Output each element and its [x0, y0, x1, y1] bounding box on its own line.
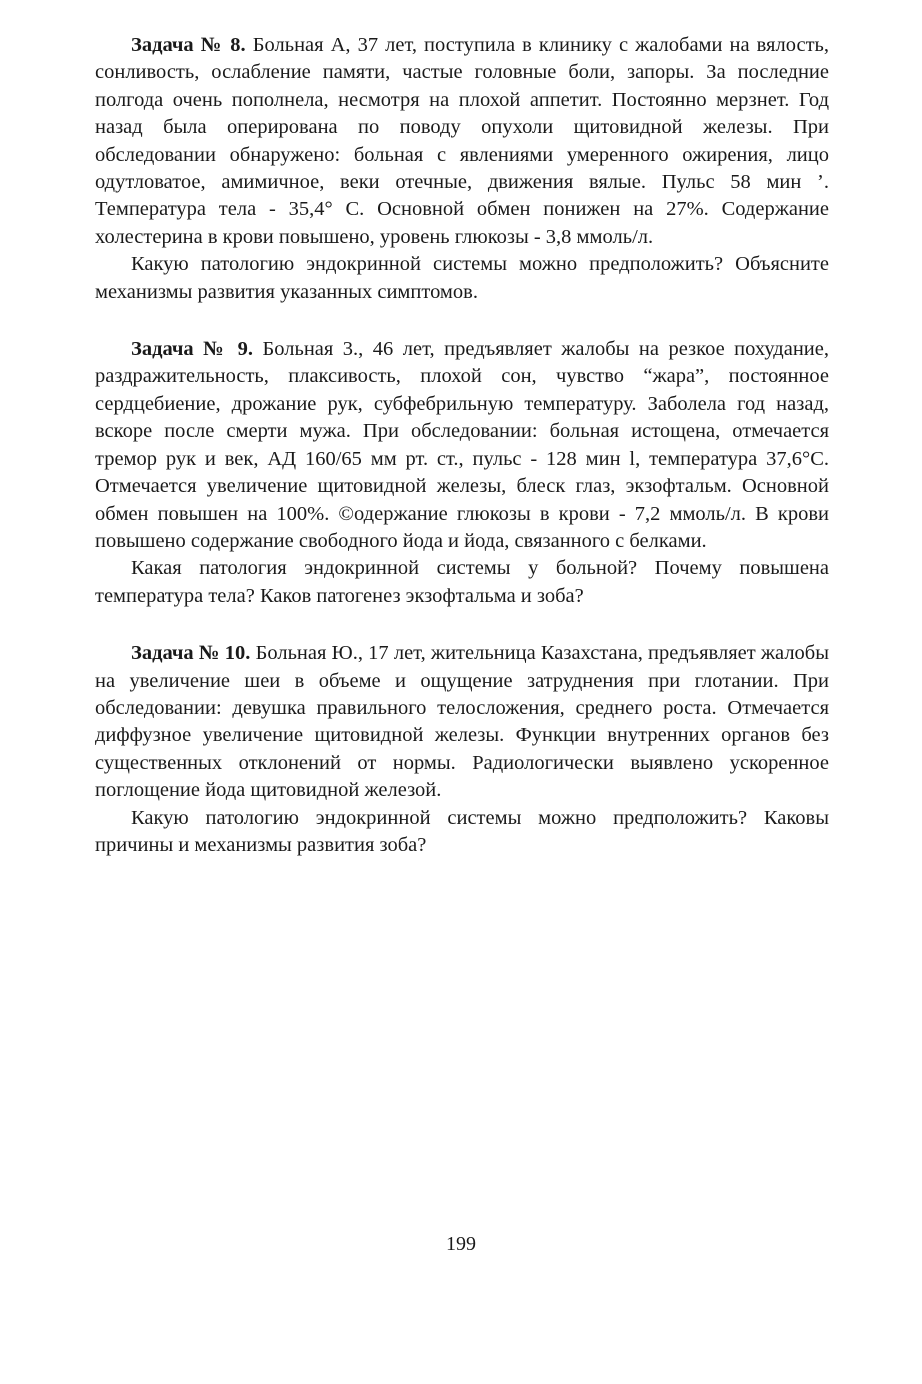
task-10-body: Больная Ю., 17 лет, жительница Казахстана, предъявляет жалобы на увеличение шеи в объеме и ощущение затруднения при глотании. При обследовании: девушка правильного телосложения, среднего роста. Отмечается диффузное увеличение щитовидной железы. Функции внутренних органов без существенных отклонений от нормы. Радиологически выявлено ускоренное поглощение йода щитовидной железой. [95, 642, 830, 802]
task-8-description [95, 32, 829, 251]
task-8-body: Больная А, 37 лет, поступила в клинику с жалобами на вялость, сонливость, ослабление памяти, частые головные боли, запоры. За последние полгода очень пополнела, несмотря на плохой аппетит. Постоянно мерзнет. Год назад была оперирована по поводу опухоли щитовидной железы. При обследовании обнаружено: больная с явлениями умеренного ожирения, лицо одутловатое, амимичное, веки отечные, движения вялые. Пульс 58 мин ’. Температура тела - 35,4° С. Основной обмен понижен на 27%. Содержание холестерина в крови повышено, уровень глюкозы - 3,8 ммоль/л. [95, 34, 830, 248]
page-number: 199 [446, 1233, 476, 1255]
task-9-title: Задача № 9. [131, 338, 253, 361]
task-9-description [95, 336, 829, 555]
task-10-title: Задача № 10. [131, 642, 251, 665]
task-8-title: Задача № 8. [131, 34, 246, 56]
task-9-body: Больная 3., 46 лет, предъявляет жалобы на резкое похудание, раздражительность, плаксивость, плохой сон, чувство “жара”, постоянное сердцебиение, дрожание рук, субфебрильную температуру. Заболела год назад, вскоре после смерти мужа. При обследовании: больная истощена, отмечается тремор рук и век, АД 160/65 мм рт. ст., пульс - 128 мин l, температура 37,6°С. Отмечается увеличение щитовидной железы, блеск глаз, экзофтальм. Основной обмен повышен на 100%. ©одержание глюкозы в крови - 7,2 ммоль/л. В крови повышено содержание свободного йода и йода, связанного с белками. [95, 338, 829, 552]
document-page [95, 32, 829, 889]
task-10-question: Какую патологию эндокринной системы можно предположить? Каковы причины и механизмы развития зоба? [95, 806, 829, 856]
task-9-question: Какая патология эндокринной системы у больной? Почему повышена температура тела? Каков патогенез экзофтальма и зоба? [95, 557, 829, 607]
task-8-question: Какую патологию эндокринной системы можно предположить? Объясните механизмы развития указанных симптомов. [95, 253, 829, 303]
task-10-description [95, 640, 829, 804]
task-9 [95, 336, 829, 610]
task-8 [95, 32, 829, 306]
task-10 [95, 640, 829, 859]
